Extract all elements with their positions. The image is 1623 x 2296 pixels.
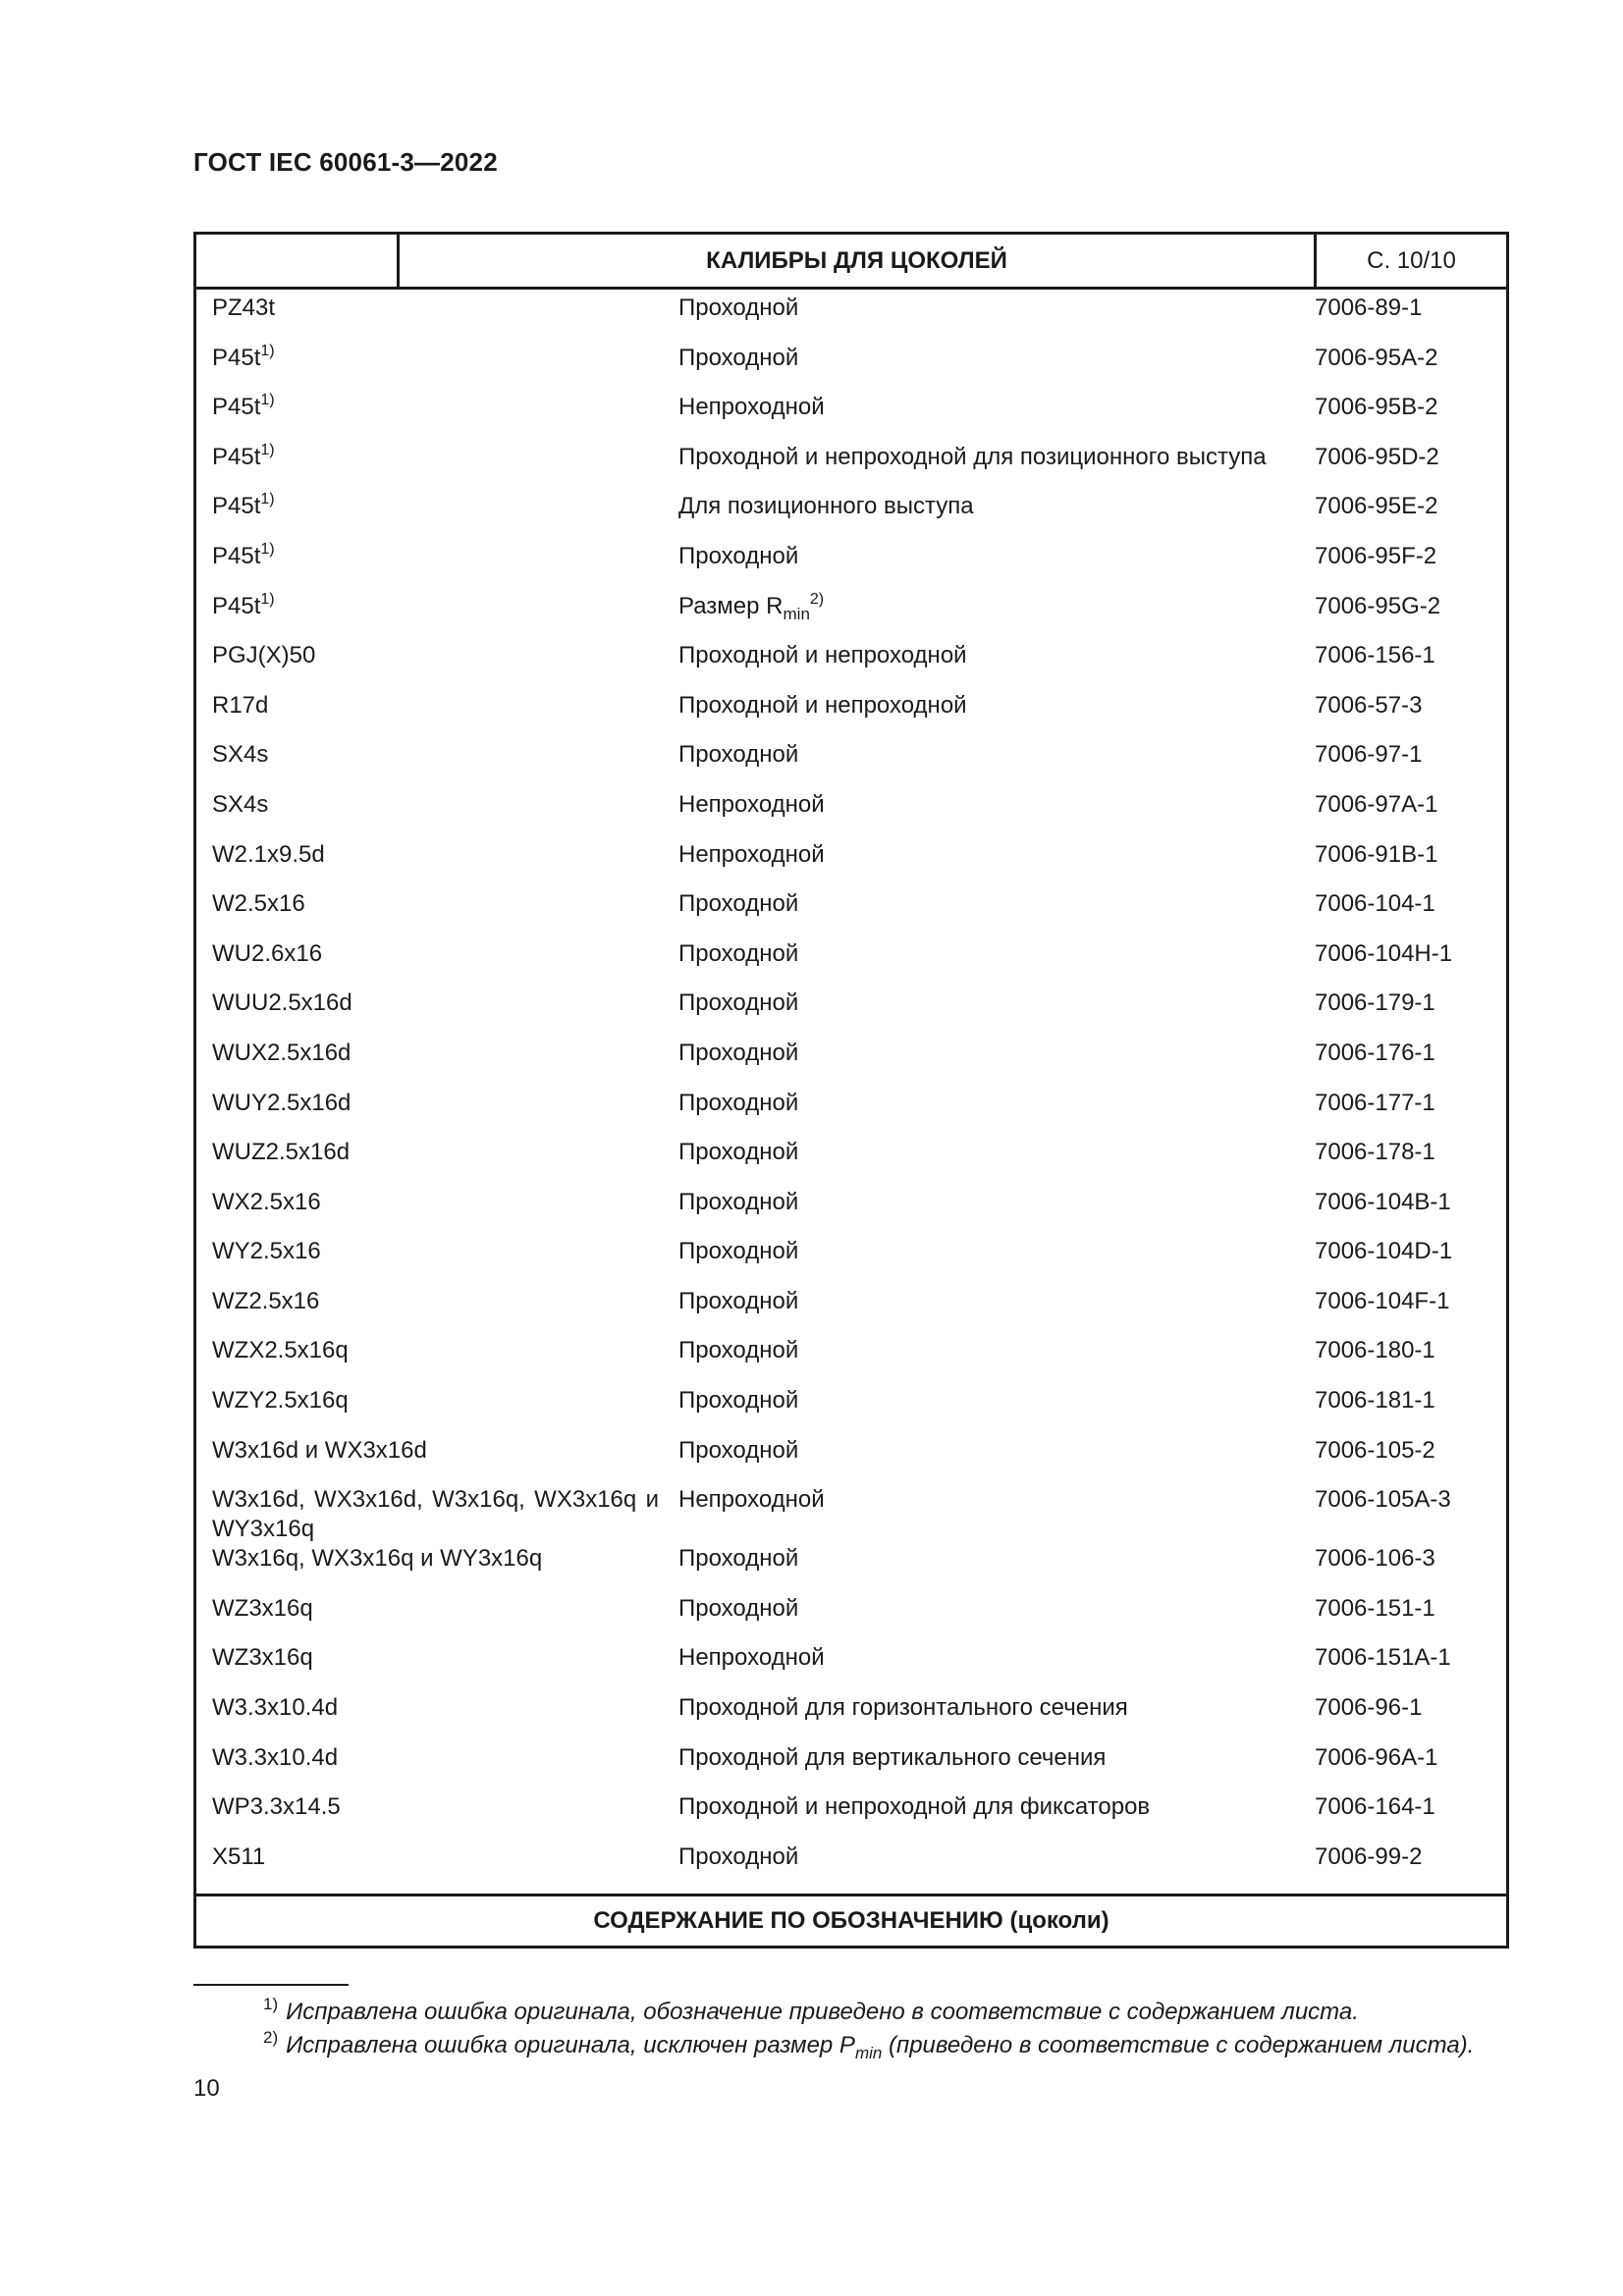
gauge-type-cell	[675, 1138, 1303, 1188]
sheet-number: 7006-104D-1	[1315, 1238, 1453, 1265]
base-designation-cell	[196, 1188, 675, 1238]
gauge-type: Непроходной	[678, 394, 825, 421]
table-row	[196, 1089, 1506, 1139]
base-designation: WZY2.5x16q	[212, 1387, 349, 1415]
sheet-number: 7006-104B-1	[1315, 1188, 1451, 1215]
gauge-type: Проходной	[678, 1039, 799, 1066]
footnote-text-after: (приведено в соответствие с содержанием листа).	[882, 2032, 1475, 2058]
table-row	[196, 592, 1506, 642]
table-row	[196, 1544, 1506, 1594]
base-designation-cell	[196, 641, 675, 691]
base-designation: WUZ2.5x16d	[212, 1139, 351, 1166]
gauge-type: Проходной для горизонтального сечения	[678, 1694, 1128, 1722]
table-row	[196, 393, 1506, 443]
gauge-type: Проходной	[678, 939, 799, 967]
base-designation: P45t	[212, 394, 261, 421]
gauge-type: Проходной	[678, 741, 799, 769]
table-row	[196, 939, 1506, 989]
gauge-type-cell	[675, 1089, 1303, 1139]
base-designation: W3.3x10.4d	[212, 1743, 339, 1771]
base-designation: W2.5x16	[212, 890, 305, 918]
base-designation: W2.1x9.5d	[212, 840, 325, 868]
base-designation-cell	[196, 1138, 675, 1188]
base-designation-cell	[196, 1039, 675, 1089]
gauge-type-cell	[675, 443, 1303, 493]
sheet-number: 7006-95D-2	[1315, 443, 1439, 470]
footnote-ref: 2)	[809, 590, 825, 608]
gauge-type-cell	[675, 790, 1303, 840]
sheet-number: 7006-95E-2	[1315, 493, 1438, 520]
gauge-type-cell	[675, 492, 1303, 542]
gauge-table	[193, 232, 1509, 1949]
sheet-number: 7006-97-1	[1315, 741, 1423, 769]
table-row	[196, 1386, 1506, 1436]
base-designation: PZ43t	[212, 294, 276, 321]
table-row	[196, 691, 1506, 741]
base-designation: P45t	[212, 542, 261, 569]
sheet-number: 7006-178-1	[1315, 1139, 1435, 1166]
sheet-number: 7006-91B-1	[1315, 840, 1438, 868]
base-designation-cell	[196, 1544, 675, 1594]
base-designation-cell	[196, 393, 675, 443]
gauge-type: Проходной	[678, 890, 799, 918]
gauge-type: Проходной	[678, 1238, 799, 1265]
gauge-type-cell	[675, 889, 1303, 939]
sheet-number: 7006-95B-2	[1315, 394, 1438, 421]
gauge-type: Проходной и непроходной	[678, 642, 967, 669]
base-designation-cell	[196, 1287, 675, 1337]
sheet-number: 7006-96-1	[1315, 1694, 1423, 1722]
base-designation-cell	[196, 1237, 675, 1287]
base-designation-cell	[196, 344, 675, 394]
gauge-type: Размер R	[678, 592, 784, 619]
footnote-ref: 1)	[260, 590, 275, 608]
gauge-type-cell	[675, 592, 1303, 642]
base-designation-cell	[196, 1485, 675, 1544]
base-designation-cell	[196, 294, 675, 344]
header-empty-cell	[196, 235, 400, 287]
sheet-number: 7006-177-1	[1315, 1089, 1435, 1116]
table-row	[196, 641, 1506, 691]
table-row	[196, 294, 1506, 344]
gauge-type: Проходной и непроходной	[678, 691, 967, 719]
base-designation: WUX2.5x16d	[212, 1039, 352, 1066]
sheet-number: 7006-106-3	[1315, 1545, 1435, 1573]
gauge-type-cell	[675, 1544, 1303, 1594]
base-designation: WP3.3x14.5	[212, 1793, 341, 1821]
gauge-type-cell	[675, 1039, 1303, 1089]
base-designation: P45t	[212, 592, 261, 619]
gauge-type-cell	[675, 988, 1303, 1039]
table-row	[196, 1287, 1506, 1337]
table-row	[196, 790, 1506, 840]
gauge-type-cell	[675, 939, 1303, 989]
base-designation: WUU2.5x16d	[212, 989, 352, 1017]
document-code: ГОСТ IEC 60061-3—2022	[193, 147, 498, 177]
sheet-number: 7006-99-2	[1315, 1842, 1423, 1870]
sheet-number: 7006-164-1	[1315, 1793, 1435, 1821]
gauge-type: Проходной	[678, 1387, 799, 1415]
base-designation: R17d	[212, 691, 269, 719]
base-designation: W3x16q, WX3x16q и WY3x16q	[212, 1545, 543, 1573]
base-designation-cell	[196, 1643, 675, 1693]
gauge-type: Проходной	[678, 1594, 799, 1622]
footnote-rule	[193, 1984, 349, 1986]
footnote-ref: 1)	[260, 491, 275, 508]
table-row	[196, 889, 1506, 939]
gauge-type-cell	[675, 1594, 1303, 1644]
gauge-type: Проходной	[678, 1089, 799, 1116]
page-number: 10	[193, 2075, 220, 2102]
base-designation: W3x16d и WX3x16d	[212, 1436, 427, 1464]
gauge-type: Проходной	[678, 989, 799, 1017]
base-designation-cell	[196, 1386, 675, 1436]
table-row	[196, 1138, 1506, 1188]
gauge-type: Проходной	[678, 1287, 799, 1314]
base-designation-cell	[196, 1693, 675, 1743]
sheet-number: 7006-181-1	[1315, 1387, 1435, 1415]
base-designation: W3.3x10.4d	[212, 1694, 339, 1722]
base-designation-cell	[196, 1436, 675, 1486]
table-row	[196, 344, 1506, 394]
base-designation-cell	[196, 988, 675, 1039]
table-row	[196, 1594, 1506, 1644]
gauge-type-cell	[675, 542, 1303, 592]
sheet-number: 7006-104F-1	[1315, 1287, 1450, 1314]
footnote-ref: 1)	[260, 392, 275, 409]
sheet-number: 7006-151A-1	[1315, 1644, 1451, 1672]
footnote-ref: 1)	[260, 540, 275, 558]
base-designation: SX4s	[212, 790, 269, 818]
base-designation-cell	[196, 790, 675, 840]
base-designation-cell	[196, 740, 675, 790]
footnote-ref: 1)	[260, 441, 275, 458]
sheet-number: 7006-97A-1	[1315, 790, 1438, 818]
base-designation-cell	[196, 1594, 675, 1644]
gauge-type: Для позиционного выступа	[678, 493, 974, 520]
sheet-number: 7006-89-1	[1315, 294, 1423, 321]
gauge-type: Проходной	[678, 542, 799, 569]
table-row	[196, 443, 1506, 493]
gauge-type-cell	[675, 840, 1303, 890]
table-row	[196, 542, 1506, 592]
table-row	[196, 1842, 1506, 1893]
gauge-type-cell	[675, 740, 1303, 790]
sheet-number: 7006-105A-3	[1315, 1486, 1451, 1514]
base-designation-cell	[196, 542, 675, 592]
sheet-number: 7006-105-2	[1315, 1436, 1435, 1464]
base-designation-cell	[196, 1089, 675, 1139]
sheet-number: 7006-57-3	[1315, 691, 1423, 719]
base-designation-cell	[196, 840, 675, 890]
base-designation: WZ3x16q	[212, 1644, 313, 1672]
page-reference: С. 10/10	[1367, 246, 1456, 274]
gauge-type-cell	[675, 1287, 1303, 1337]
sheet-number: 7006-96A-1	[1315, 1743, 1438, 1771]
base-designation: P45t	[212, 493, 261, 520]
base-designation: WZX2.5x16q	[212, 1337, 349, 1364]
base-designation: PGJ(X)50	[212, 642, 316, 669]
gauge-type-cell	[675, 1188, 1303, 1238]
table-row	[196, 1336, 1506, 1386]
base-designation-cell	[196, 889, 675, 939]
base-designation-cell	[196, 492, 675, 542]
base-designation: SX4s	[212, 741, 269, 769]
table-row	[196, 988, 1506, 1039]
gauge-type-cell	[675, 1842, 1303, 1893]
base-designation: WUY2.5x16d	[212, 1089, 352, 1116]
gauge-type: Проходной для вертикального сечения	[678, 1743, 1107, 1771]
gauge-type-cell	[675, 1693, 1303, 1743]
gauge-type: Проходной	[678, 1188, 799, 1215]
base-designation: P45t	[212, 344, 261, 371]
gauge-type-cell	[675, 1386, 1303, 1436]
gauge-type: Проходной и непроходной для фиксаторов	[678, 1793, 1151, 1821]
gauge-type-cell	[675, 294, 1303, 344]
table-body	[196, 290, 1506, 1894]
table-row	[196, 1188, 1506, 1238]
sheet-number: 7006-180-1	[1315, 1337, 1435, 1364]
base-designation: WU2.6x16	[212, 939, 323, 967]
gauge-type: Проходной	[678, 1436, 799, 1464]
table-row	[196, 1039, 1506, 1089]
base-designation-cell	[196, 592, 675, 642]
table-title: КАЛИБРЫ ДЛЯ ЦОКОЛЕЙ	[400, 235, 1317, 287]
footnote-text: Исправлена ошибка оригинала, обозначение приведено в соответствие с содержанием листа.	[286, 1999, 1359, 2025]
gauge-type-cell	[675, 1237, 1303, 1287]
gauge-type-cell	[675, 1485, 1303, 1544]
footnote-2	[263, 2028, 1475, 2062]
table-row	[196, 740, 1506, 790]
footnote-ref: 1)	[260, 342, 275, 359]
gauge-type-cell	[675, 393, 1303, 443]
gauge-type-cell	[675, 344, 1303, 394]
table-header	[196, 235, 1506, 290]
table-row	[196, 1792, 1506, 1842]
gauge-type-cell	[675, 1436, 1303, 1486]
gauge-type-cell	[675, 691, 1303, 741]
table-row	[196, 840, 1506, 890]
gauge-type-cell	[675, 1643, 1303, 1693]
table-row	[196, 1436, 1506, 1486]
footnote-1	[263, 1995, 1359, 2026]
gauge-type: Проходной и непроходной для позиционного выступа	[678, 443, 1267, 470]
gauge-type: Непроходной	[678, 840, 825, 868]
base-designation-cell	[196, 1743, 675, 1793]
base-designation: P45t	[212, 443, 261, 470]
table-footer: СОДЕРЖАНИЕ ПО ОБОЗНАЧЕНИЮ (цоколи)	[196, 1894, 1506, 1946]
gauge-type: Проходной	[678, 1139, 799, 1166]
gauge-type-cell	[675, 1336, 1303, 1386]
gauge-type: Проходной	[678, 1842, 799, 1870]
gauge-type: Непроходной	[678, 1644, 825, 1672]
base-designation-cell	[196, 939, 675, 989]
base-designation: WZ2.5x16	[212, 1287, 320, 1314]
sheet-number: 7006-95G-2	[1315, 592, 1441, 619]
footnote-mark: 1)	[263, 1995, 279, 2013]
base-designation: X511	[212, 1842, 266, 1870]
table-row	[196, 1693, 1506, 1743]
base-designation: W3x16d, WX3x16d, W3x16q, WX3x16q и WY3x16q	[212, 1486, 659, 1543]
table-row	[196, 1485, 1506, 1544]
gauge-type: Непроходной	[678, 790, 825, 818]
footnote-subscript: min	[854, 2044, 883, 2062]
sheet-number: 7006-104-1	[1315, 890, 1435, 918]
footnote-mark: 2)	[263, 2028, 279, 2047]
gauge-type: Проходной	[678, 344, 799, 371]
base-designation: WZ3x16q	[212, 1594, 313, 1622]
base-designation-cell	[196, 1842, 675, 1893]
base-designation-cell	[196, 691, 675, 741]
table-row	[196, 492, 1506, 542]
base-designation-cell	[196, 1792, 675, 1842]
table-row	[196, 1237, 1506, 1287]
base-designation: WX2.5x16	[212, 1188, 321, 1215]
base-designation-cell	[196, 1336, 675, 1386]
gauge-type: Проходной	[678, 1545, 799, 1573]
gauge-type-cell	[675, 1743, 1303, 1793]
footnote-text: Исправлена ошибка оригинала, исключен размер P	[286, 2032, 855, 2058]
subscript: min	[783, 604, 810, 623]
sheet-number: 7006-151-1	[1315, 1594, 1435, 1622]
gauge-type-cell	[675, 641, 1303, 691]
gauge-type: Проходной	[678, 294, 799, 321]
gauge-type-cell	[675, 1792, 1303, 1842]
sheet-number: 7006-95F-2	[1315, 542, 1437, 569]
sheet-number: 7006-176-1	[1315, 1039, 1435, 1066]
base-designation: WY2.5x16	[212, 1238, 321, 1265]
gauge-type: Проходной	[678, 1337, 799, 1364]
sheet-number: 7006-104H-1	[1315, 939, 1453, 967]
base-designation-cell	[196, 443, 675, 493]
sheet-number: 7006-95A-2	[1315, 344, 1438, 371]
gauge-type: Непроходной	[678, 1486, 825, 1514]
sheet-number: 7006-179-1	[1315, 989, 1435, 1017]
table-row	[196, 1643, 1506, 1693]
table-row	[196, 1743, 1506, 1793]
sheet-number: 7006-156-1	[1315, 642, 1435, 669]
